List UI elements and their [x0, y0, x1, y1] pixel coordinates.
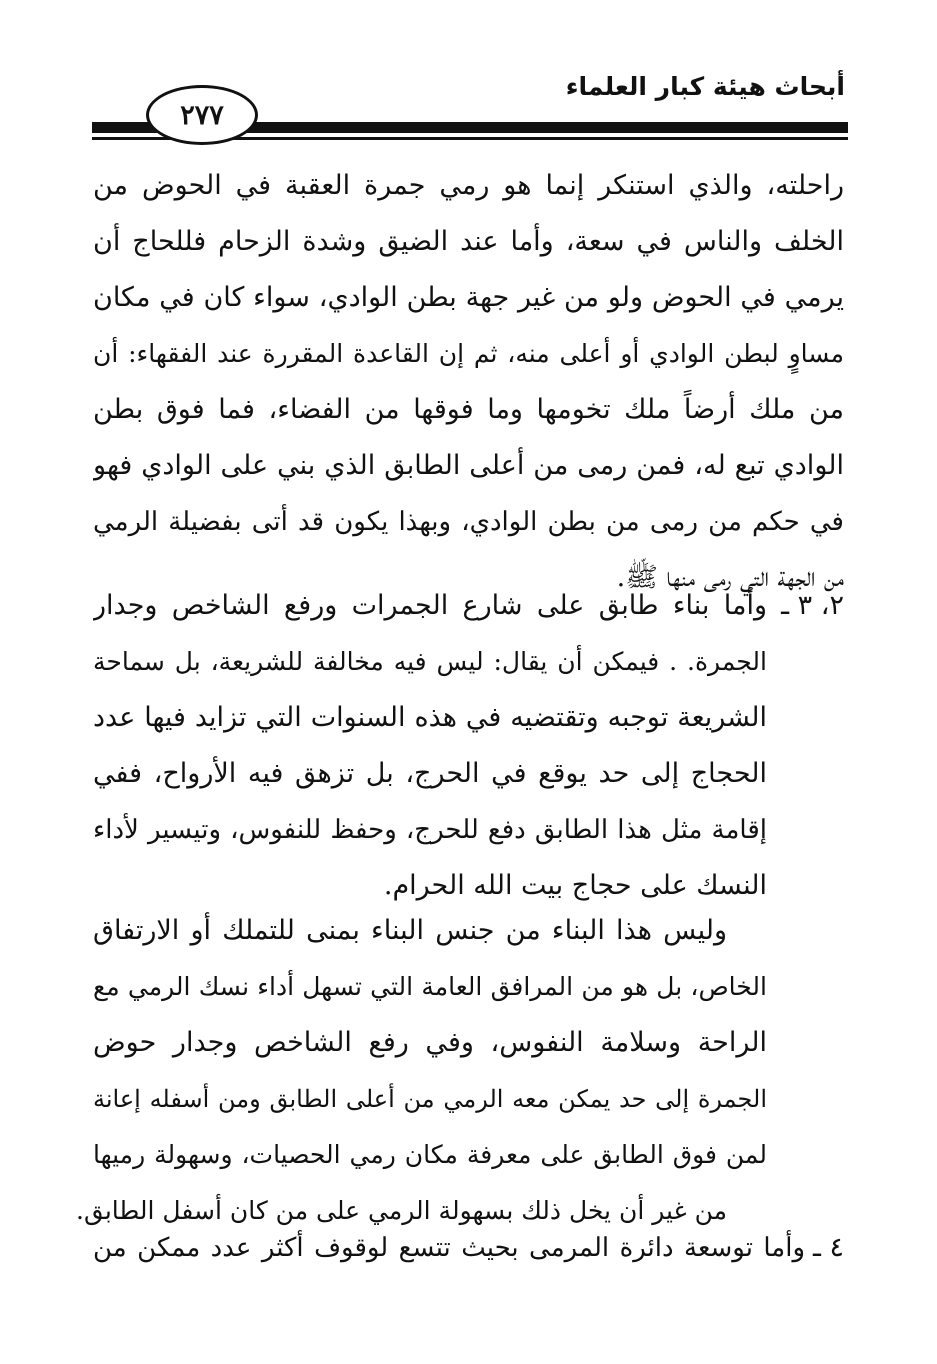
list-item-line: وأما بناء طابق على شارع الجمرات ورفع الشاخص وجدار	[93, 590, 767, 621]
paragraph-line: لمن فوق الطابق على معرفة مكان رمي الحصيات، وسهولة رميها	[93, 1140, 767, 1169]
item-marker: ٤ ـ	[812, 1232, 844, 1263]
list-item-line: إقامة مثل هذا الطابق دفع للحرج، وحفظ للنفوس، وتيسير لأداء	[93, 815, 767, 845]
page-number: ٢٧٧	[146, 85, 258, 145]
paragraph-line: في حكم من رمى من بطن الوادي، وبهذا يكون قد أتى بفضيلة الرمي	[93, 507, 844, 537]
paragraph-line: يرمي في الحوض ولو من غير جهة بطن الوادي، سواء كان في مكان	[93, 282, 844, 313]
paragraph-2	[76, 903, 767, 1243]
list-item-2-3	[93, 578, 767, 918]
paragraph-line: من الجهة التي رمى منها ﷺ.	[616, 562, 844, 593]
paragraph-1	[93, 158, 844, 608]
paragraph-line: الجمرة إلى حد يمكن معه الرمي من أعلى الطابق ومن أسفله إعانة	[93, 1085, 767, 1113]
paragraph-line: الوادي تبع له، فمن رمى من أعلى الطابق الذي بني على الوادي فهو	[93, 450, 844, 481]
paragraph-line: الراحة وسلامة النفوس، وفي رفع الشاخص وجدار حوض	[93, 1027, 767, 1058]
paragraph-line: الخاص، بل هو من المرافق العامة التي تسهل أداء نسك الرمي مع	[93, 972, 767, 1001]
running-title: أبحاث هيئة كبار العلماء	[565, 72, 845, 101]
paragraph-line: من ملك أرضاً ملك تخومها وما فوقها من الفضاء، فما فوق بطن	[93, 394, 844, 425]
paragraph-line: وليس هذا البناء من جنس البناء بمنى للتملك أو الارتفاق	[93, 915, 727, 946]
list-item-line: النسك على حجاج بيت الله الحرام.	[383, 870, 767, 901]
item-marker: ٢، ٣ ـ	[781, 590, 844, 621]
list-item-line: الجمرة. . فيمكن أن يقال: ليس فيه مخالفة للشريعة، بل سماحة	[93, 647, 767, 676]
list-item-4	[93, 1220, 805, 1280]
list-item-line: الشريعة توجبه وتقتضيه في هذه السنوات التي تزايد فيها عدد	[93, 702, 767, 733]
list-item-line: الحجاج إلى حد يوقع في الحرج، بل تزهق فيه الأرواح، ففي	[93, 758, 767, 789]
list-item-line: وأما توسعة دائرة المرمى بحيث تتسع لوقوف أكثر عدد ممكن من	[93, 1233, 805, 1263]
paragraph-line: من غير أن يخل ذلك بسهولة الرمي على من كان أسفل الطابق.	[76, 1196, 727, 1225]
paragraph-line: الخلف والناس في سعة، وأما عند الضيق وشدة الزحام فللحاج أن	[93, 226, 844, 257]
paragraph-line: راحلته، والذي استنكر إنما هو رمي جمرة العقبة في الحوض من	[93, 170, 844, 201]
paragraph-line: مساوٍ لبطن الوادي أو أعلى منه، ثم إن القاعدة المقررة عند الفقهاء: أن	[93, 339, 844, 368]
